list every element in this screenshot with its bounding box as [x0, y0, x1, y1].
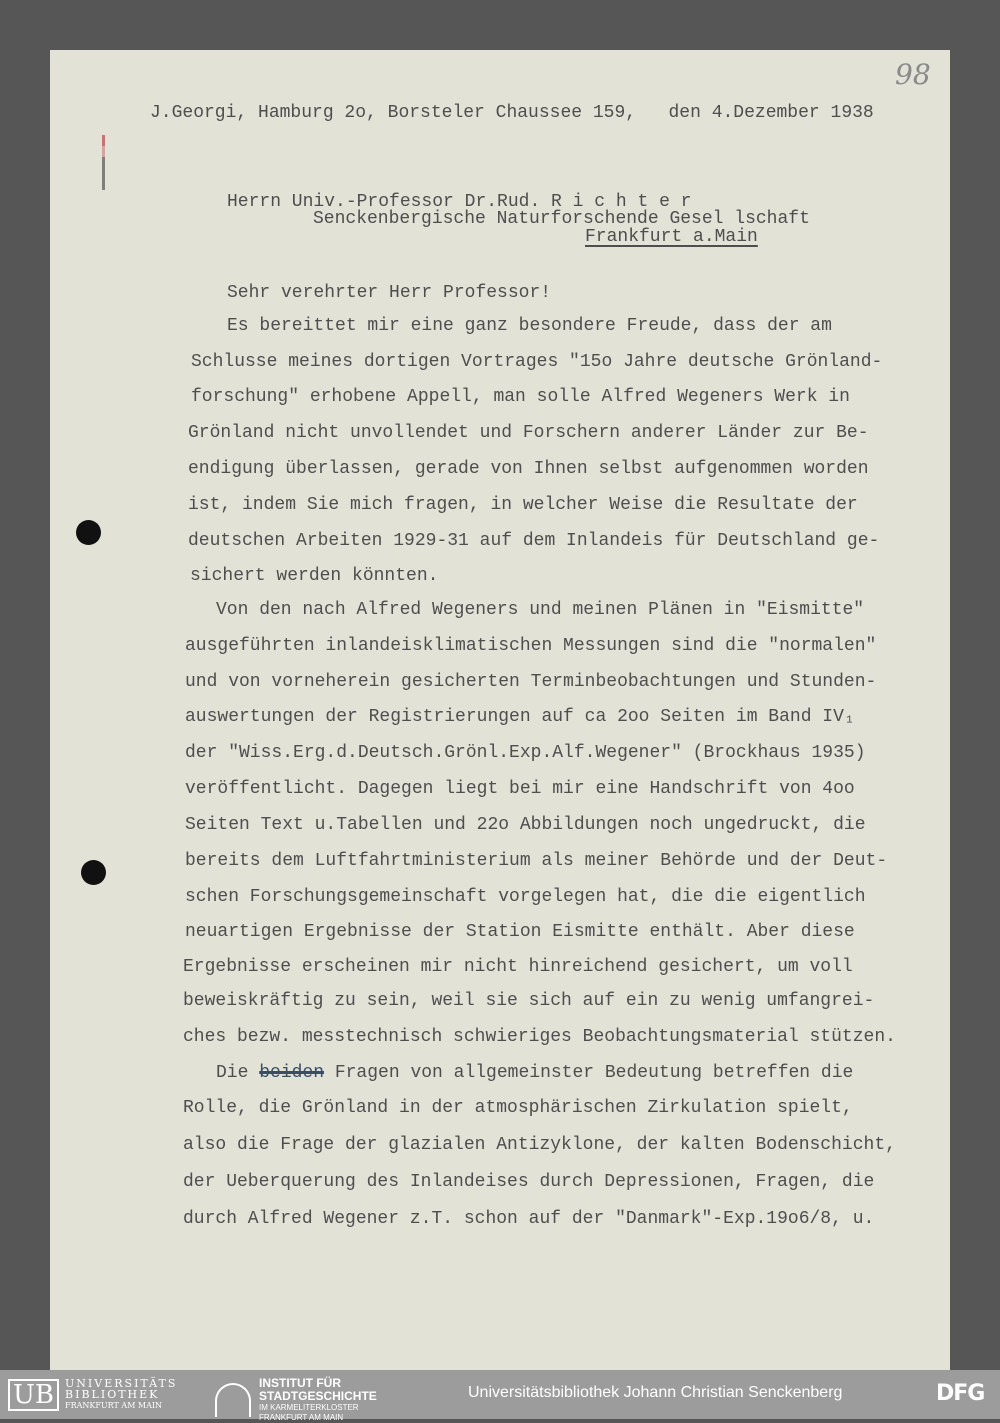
body-line: der "Wiss.Erg.d.Deutsch.Grönl.Exp.Alf.Wegener" (Brockhaus 1935) — [185, 743, 866, 763]
recipient-city: Frankfurt a.Main — [585, 227, 758, 247]
page-number: 98 — [895, 58, 931, 91]
institut-logo — [215, 1377, 377, 1423]
body-line: neuartigen Ergebnisse der Station Eismitte enthält. Aber diese — [185, 922, 855, 942]
body-line: Rolle, die Grönland in der atmosphärischen Zirkulation spielt, — [183, 1098, 853, 1118]
body-line: veröffentlicht. Dagegen liegt bei mir eine Handschrift von 4oo — [185, 779, 855, 799]
inst-line: STADTGESCHICHTE — [259, 1389, 377, 1403]
body-line: Grönland nicht unvollendet und Forschern anderer Länder zur Be- — [188, 423, 869, 443]
body-line: Ergebnisse erscheinen mir nicht hinreichend gesichert, um voll — [183, 957, 853, 977]
body-line: bereits dem Luftfahrtministerium als meiner Behörde und der Deut- — [185, 851, 888, 871]
text: Die — [216, 1063, 260, 1083]
punch-hole — [76, 520, 101, 545]
struck-word: beiden — [259, 1063, 325, 1083]
margin-mark — [102, 135, 105, 190]
letter-header: J.Georgi, Hamburg 2o, Borsteler Chaussee 159, den 4.Dezember 1938 — [150, 103, 874, 123]
body-line: beweiskräftig zu sein, weil sie sich auf ein zu wenig umfangrei- — [183, 991, 875, 1011]
body-line-struck — [216, 1063, 853, 1083]
inst-line: INSTITUT FÜR — [259, 1376, 341, 1390]
body-line: sichert werden könnten. — [190, 566, 439, 586]
body-line: also die Frage der glazialen Antizyklone, der kalten Bodenschicht, — [183, 1135, 896, 1155]
body-line: ches bezw. messtechnisch schwieriges Beobachtungsmaterial stützen. — [183, 1027, 896, 1047]
body-line: forschung" erhobene Appell, man solle Alfred Wegeners Werk in — [191, 387, 850, 407]
punch-hole — [81, 860, 106, 885]
dfg-logo: DFG — [936, 1381, 985, 1406]
text: Fragen von allgemeinster Bedeutung betreffen die — [324, 1063, 854, 1083]
ub-logo-mark: UB — [8, 1379, 59, 1411]
inst-line: IM KARMELITERKLOSTER — [259, 1403, 359, 1412]
body-line: Schlusse meines dortigen Vortrages "15o Jahre deutsche Grönland- — [191, 352, 883, 372]
library-name: Universitätsbibliothek Johann Christian Senckenberg — [468, 1384, 843, 1401]
ub-line: FRANKFURT AM MAIN — [65, 1401, 163, 1410]
recipient-name: Herrn Univ.-Professor Dr.Rud. R i c h t e r — [227, 192, 692, 212]
ub-logo — [8, 1378, 177, 1411]
ub-line: BIBLIOTHEK — [65, 1388, 160, 1401]
body-line: und von vorneherein gesicherten Terminbeobachtungen und Stunden- — [185, 672, 877, 692]
body-line: Von den nach Alfred Wegeners und meinen Plänen in "Eismitte" — [216, 600, 865, 620]
body-line: ausgeführten inlandeisklimatischen Messungen sind die "normalen" — [185, 636, 877, 656]
arch-icon — [215, 1383, 251, 1417]
salutation: Sehr verehrter Herr Professor! — [227, 283, 552, 303]
body-line: schen Forschungsgemeinschaft vorgelegen hat, die die eigentlich — [185, 887, 866, 907]
recipient-institution: Senckenbergische Naturforschende Gesel lschaft — [313, 209, 810, 229]
body-line: Es bereittet mir eine ganz besondere Freude, dass der am — [227, 316, 832, 336]
ub-line: UNIVERSITÄTS — [65, 1377, 178, 1390]
body-line: endigung überlassen, gerade von Ihnen selbst aufgenommen worden — [188, 459, 869, 479]
body-line: durch Alfred Wegener z.T. schon auf der "Danmark"-Exp.19o6/8, u. — [183, 1209, 875, 1229]
body-line: Seiten Text u.Tabellen und 22o Abbildungen noch ungedruckt, die — [185, 815, 866, 835]
body-line: der Ueberquerung des Inlandeises durch Depressionen, Fragen, die — [183, 1172, 875, 1192]
body-line: ist, indem Sie mich fragen, in welcher Weise die Resultate der — [188, 495, 858, 515]
body-line: deutschen Arbeiten 1929-31 auf dem Inlandeis für Deutschland ge- — [188, 531, 880, 551]
inst-line: FRANKFURT AM MAIN — [259, 1413, 344, 1422]
footer-bar — [0, 1370, 1000, 1422]
body-line: auswertungen der Registrierungen auf ca 2oo Seiten im Band IV₁ — [185, 707, 855, 727]
